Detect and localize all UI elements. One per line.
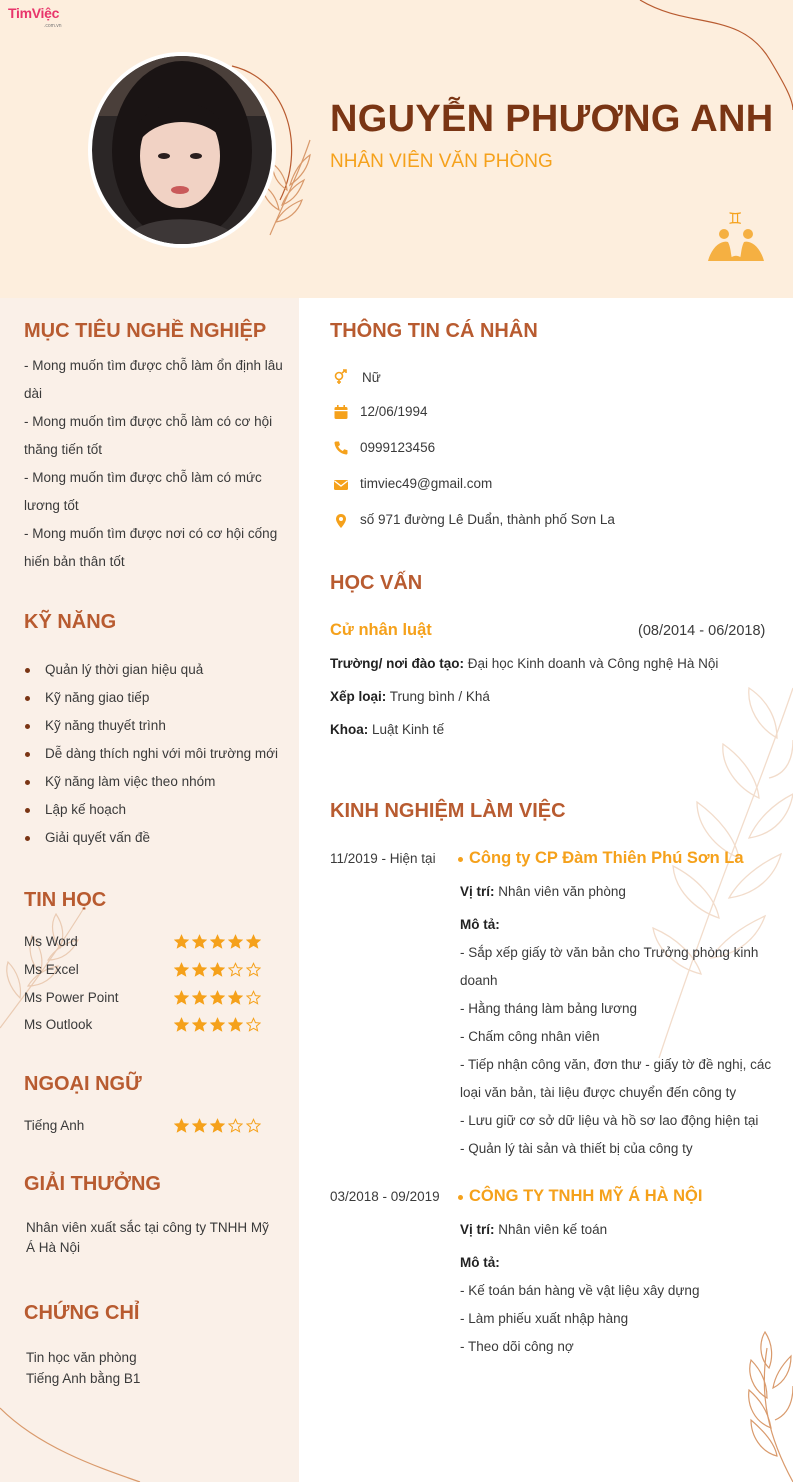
education-school: Đại học Kinh doanh và Công nghệ Hà Nội: [467, 656, 719, 671]
star-filled-icon: [192, 934, 207, 949]
certificate-line: Tiếng Anh bằng B1: [26, 1371, 141, 1386]
star-filled-icon: [174, 934, 189, 949]
job-company: Công ty CP Đàm Thiên Phú Sơn La: [469, 849, 744, 867]
right-column: [299, 298, 793, 1482]
email-icon: [333, 477, 349, 493]
job-position-row: [460, 1222, 607, 1237]
computer-skills-heading: TIN HỌC: [24, 889, 107, 911]
skill-item: Quản lý thời gian hiệu quả: [45, 662, 204, 677]
star-empty-icon: [246, 1017, 261, 1032]
objective-heading: MỤC TIÊU NGHỀ NGHIỆP: [24, 320, 267, 342]
star-filled-icon: [210, 1017, 225, 1032]
education-period: (08/2014 - 06/2018): [638, 623, 766, 639]
education-degree: Cử nhân luật: [330, 621, 432, 639]
bullet-icon: [25, 808, 30, 813]
education-faculty-row: [330, 722, 444, 737]
certificate-line: Tin học văn phòng: [26, 1350, 137, 1365]
education-heading: HỌC VẤN: [330, 572, 423, 594]
gender-icon: [333, 369, 349, 385]
job-desc-label: Mô tả:: [460, 917, 500, 932]
gemini-zodiac-icon: [702, 206, 772, 266]
rating-stars: [174, 990, 261, 1005]
bullet-icon: [25, 836, 30, 841]
languages-heading: NGOẠI NGỮ: [24, 1073, 142, 1095]
bullet-icon: [25, 780, 30, 785]
job-desc-label-row: [460, 1255, 500, 1270]
computer-skill-label: Ms Word: [24, 934, 78, 949]
calendar-icon: [333, 404, 349, 420]
phone-value[interactable]: 0999123456: [360, 440, 436, 455]
star-filled-icon: [228, 1017, 243, 1032]
job-position-label: Vị trí:: [460, 884, 495, 899]
job-position: Nhân viên kế toán: [498, 1222, 608, 1237]
objective-line: - Mong muốn tìm được chỗ làm có cơ hội: [24, 414, 273, 429]
brand-logo-domain: .com.vn: [44, 23, 62, 29]
job-desc-line: - Sắp xếp giấy tờ văn bản cho Trưởng phòng kinh: [460, 945, 759, 960]
awards-heading: GIẢI THƯỞNG: [24, 1173, 161, 1195]
job-desc-line: - Làm phiếu xuất nhập hàng: [460, 1311, 629, 1326]
education-rank: Trung bình / Khá: [389, 689, 490, 704]
cv-header: [0, 0, 793, 298]
star-filled-icon: [174, 1118, 189, 1133]
star-filled-icon: [228, 934, 243, 949]
computer-skill-label: Ms Excel: [24, 962, 79, 977]
job-desc-line: - Theo dõi công nợ: [460, 1339, 574, 1354]
star-empty-icon: [246, 990, 261, 1005]
star-filled-icon: [210, 990, 225, 1005]
star-filled-icon: [174, 990, 189, 1005]
job-desc-line: - Kế toán bán hàng về vật liệu xây dựng: [460, 1283, 700, 1298]
brand-logo[interactable]: TimViệc: [8, 5, 60, 21]
star-empty-icon: [228, 1118, 243, 1133]
star-empty-icon: [228, 962, 243, 977]
language-label: Tiếng Anh: [24, 1118, 85, 1133]
star-filled-icon: [174, 962, 189, 977]
star-filled-icon: [192, 990, 207, 1005]
star-filled-icon: [192, 1017, 207, 1032]
certificates-heading: CHỨNG CHỈ: [24, 1302, 140, 1324]
objective-line: - Mong muốn tìm được chỗ làm ổn định lâu: [24, 358, 283, 373]
computer-skill-label: Ms Outlook: [24, 1017, 93, 1032]
leaf-decoration-right: [619, 678, 793, 1078]
star-filled-icon: [192, 962, 207, 977]
objective-line: hiến bản thân tốt: [24, 554, 125, 569]
job-desc-label-row: [460, 917, 500, 932]
objective-line: dài: [24, 386, 43, 401]
left-column: [0, 298, 299, 1482]
skill-item: Dễ dàng thích nghi với môi trường mới: [45, 746, 278, 761]
candidate-job-title: NHÂN VIÊN VĂN PHÒNG: [330, 151, 553, 172]
rating-stars: [174, 962, 261, 977]
skill-item: Kỹ năng làm việc theo nhóm: [45, 774, 216, 789]
personal-info-heading: THÔNG TIN CÁ NHÂN: [330, 320, 538, 342]
job-desc-line: - Chấm công nhân viên: [460, 1029, 600, 1044]
bullet-icon: [25, 696, 30, 701]
job-company: CÔNG TY TNHH MỸ Á HÀ NỘI: [469, 1187, 703, 1205]
bullet-icon: [25, 752, 30, 757]
job-position-label: Vị trí:: [460, 1222, 495, 1237]
star-filled-icon: [174, 1017, 189, 1032]
job-desc-line: - Tiếp nhận công văn, đơn thư - giấy tờ đề nghị, các: [460, 1057, 772, 1072]
award-line: Nhân viên xuất sắc tại công ty TNHH Mỹ: [26, 1220, 269, 1235]
avatar: [92, 56, 272, 244]
skill-item: Kỹ năng giao tiếp: [45, 690, 150, 705]
education-rank-label: Xếp loại:: [330, 689, 387, 704]
star-filled-icon: [210, 962, 225, 977]
education-rank-row: [330, 689, 490, 704]
bullet-icon: [458, 1195, 463, 1200]
star-empty-icon: [246, 962, 261, 977]
computer-skill-label: Ms Power Point: [24, 990, 119, 1005]
rating-stars: [174, 934, 261, 949]
svg-text:♊: ♊: [728, 209, 743, 228]
skill-item: Lập kế hoạch: [45, 802, 127, 817]
experience-heading: KINH NGHIỆM LÀM VIỆC: [330, 800, 566, 822]
location-icon: [333, 513, 349, 529]
star-filled-icon: [210, 1118, 225, 1133]
gender-value: Nữ: [362, 370, 381, 385]
job-desc-line: - Hằng tháng làm bảng lương: [460, 1001, 637, 1016]
education-school-label: Trường/ nơi đào tạo:: [330, 656, 464, 671]
education-school-row: [330, 656, 718, 671]
rating-stars: [174, 1118, 261, 1133]
star-filled-icon: [228, 990, 243, 1005]
job-period: 11/2019 - Hiện tại: [330, 851, 436, 866]
education-faculty-label: Khoa:: [330, 722, 369, 737]
job-desc-label: Mô tả:: [460, 1255, 500, 1270]
email-value[interactable]: timviec49@gmail.com: [360, 476, 493, 491]
star-empty-icon: [246, 1118, 261, 1133]
star-filled-icon: [192, 1118, 207, 1133]
award-line: Á Hà Nội: [26, 1240, 81, 1255]
corner-curve-decoration: [0, 1388, 299, 1482]
education-faculty: Luật Kinh tế: [372, 722, 445, 737]
skills-heading: KỸ NĂNG: [24, 611, 117, 633]
bullet-icon: [25, 668, 30, 673]
job-period: 03/2018 - 09/2019: [330, 1189, 440, 1204]
leaf-decoration-bottom: [659, 1328, 793, 1482]
birthday-value: 12/06/1994: [360, 404, 428, 419]
skill-item: Kỹ năng thuyết trình: [45, 718, 166, 733]
candidate-name: NGUYỄN PHƯƠNG ANH: [330, 98, 774, 140]
objective-line: thăng tiến tốt: [24, 442, 103, 457]
skill-item: Giải quyết vấn đề: [45, 830, 151, 845]
job-desc-line: loại văn bản, tài liệu được chuyển đến công ty: [460, 1085, 737, 1100]
job-position-row: [460, 884, 626, 899]
job-desc-line: doanh: [460, 973, 498, 988]
objective-line: lương tốt: [24, 498, 79, 513]
job-desc-line: - Quản lý tài sản và thiết bị của công ty: [460, 1141, 693, 1156]
objective-line: - Mong muốn tìm được chỗ làm có mức: [24, 470, 262, 485]
phone-icon: [333, 440, 349, 456]
star-filled-icon: [210, 934, 225, 949]
bullet-icon: [458, 857, 463, 862]
job-position: Nhân viên văn phòng: [498, 884, 626, 899]
bullet-icon: [25, 724, 30, 729]
address-value: số 971 đường Lê Duẩn, thành phố Sơn La: [360, 512, 615, 527]
rating-stars: [174, 1017, 261, 1032]
objective-line: - Mong muốn tìm được nơi có cơ hội cống: [24, 526, 278, 541]
job-desc-line: - Lưu giữ cơ sở dữ liệu và hồ sơ lao động hiện tại: [460, 1113, 759, 1128]
star-filled-icon: [246, 934, 261, 949]
